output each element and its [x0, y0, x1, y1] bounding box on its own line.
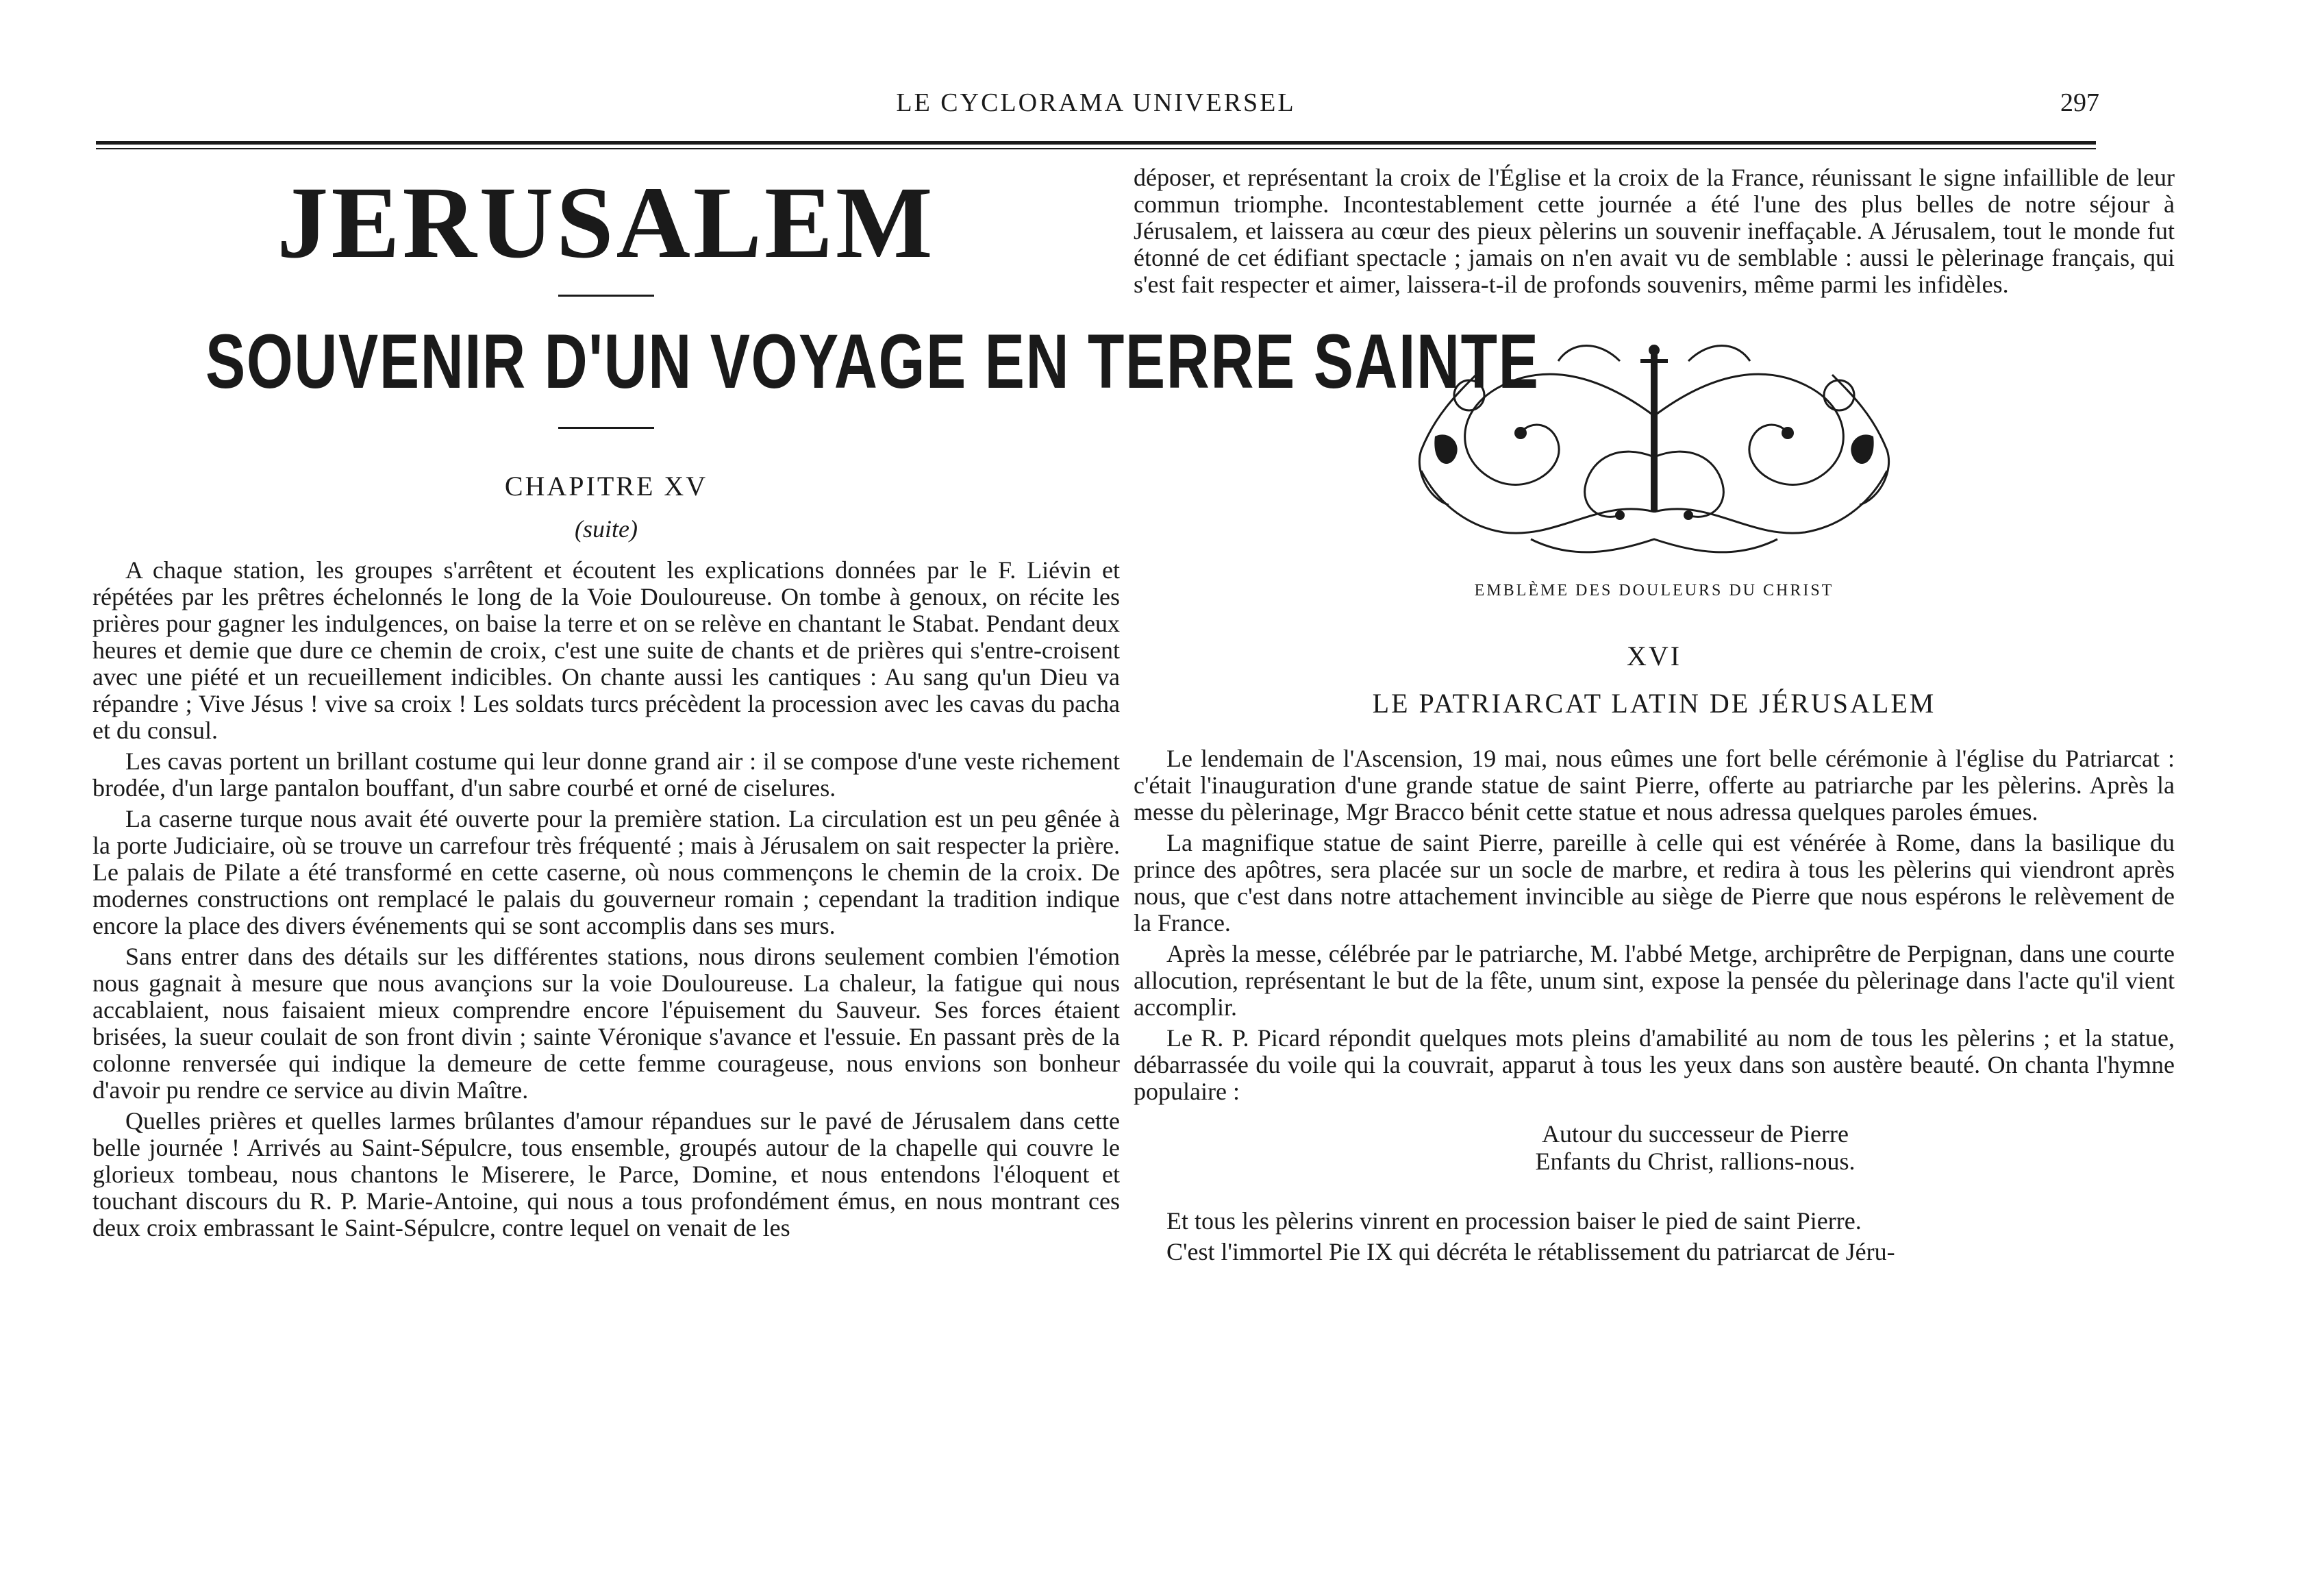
paragraph: Le R. P. Picard répondit quelques mots pleins d'amabilité au nom de tous les pèlerins ; et la statue, débarrassée du voile qui la couvrait, apparut à tous les yeux dans son austère beauté. On chanta l'hymne populaire :: [1134, 1024, 2175, 1105]
chapter-suite: (suite): [575, 515, 638, 543]
chapter-heading: CHAPITRE XV: [504, 471, 708, 502]
title-divider: [558, 295, 654, 297]
header-rule: [96, 141, 2096, 145]
article-title: JERUSALEM: [277, 166, 936, 280]
paragraph: Quelles prières et quelles larmes brûlantes d'amour répandues sur le pavé de Jérusalem dans cette belle journée ! Arrivés au Saint-Sépulcre, tous ensemble, groupés autour de la chapelle qui couvre le glorieux tombeau, nous chantons le Miserere, le Parce, Domine, et nous entendons l'éloquent et touchant discours du R. P. Marie-Antoine, qui nous a tous profondément émus, en nous montrant ces deux croix embrassant le Saint-Sépulcre, contre lequel on venait de les: [92, 1107, 1120, 1241]
article-subtitle: SOUVENIR D'UN VOYAGE EN TERRE SAINTE: [205, 319, 1540, 404]
right-column: [1134, 164, 2175, 1265]
header-rule-thin: [96, 148, 2096, 149]
paragraph: A chaque station, les groupes s'arrêtent et écoutent les explications données par le F. Liévin et répétées par les prêtres échelonnés le long de la Voie Douloureuse. On tombe à genoux, on récite les prières pour gagner les indulgences, on baise la terre et on se relève en chantant le Stabat. Pendant deux heures et demie que dure ce chemin de croix, c'est une suite de chants et de prières qui s'entre-croisent avec une piété et un recueillement indicibles. On chante aussi les cantiques : Au sang qu'un Dieu va répandre ; Vive Jésus ! vive sa croix ! Les soldats turcs précèdent la procession avec les cavas du pacha et du consul.: [92, 556, 1120, 744]
paragraph: Après la messe, célébrée par le patriarche, M. l'abbé Metge, archiprêtre de Perpignan, dans une courte allocution, représentant le but de la fête, unum sint, expose la pensée du pèlerinage dans l'acte qu'il vient accomplir.: [1134, 940, 2175, 1021]
paragraph: C'est l'immortel Pie IX qui décréta le rétablissement du patriarcat de Jéru-: [1166, 1238, 1895, 1265]
paragraph: Le lendemain de l'Ascension, 19 mai, nous eûmes une fort belle cérémonie à l'église du Patriarcat : c'était l'inauguration d'une grande statue de saint Pierre, offerte au patriarche par les pèlerins. Après la messe du pèlerinage, Mgr Bracco bénit cette statue et nous adressa quelques paroles émues.: [1134, 745, 2175, 826]
subtitle-divider: [558, 427, 654, 429]
running-head: [92, 88, 2099, 129]
paragraph: La caserne turque nous avait été ouverte pour la première station. La circulation est un peu gênée à la porte Judiciaire, où se trouve un carrefour très fréquenté ; mais à Jérusalem on sait respecter la prière. Le palais de Pilate a été transformé en cette caserne, où nous commençons le chemin de la croix. De modernes constructions ont remplacé le palais du gouverneur romain ; cependant la tradition indique encore la place des divers événements qui se sont accomplis dans ses murs.: [92, 805, 1120, 939]
paragraph: Les cavas portent un brillant costume qui leur donne grand air : il se compose d'une veste richement brodée, d'un large pantalon bouffant, d'un sabre courbé et orné de ciselures.: [92, 747, 1120, 802]
ornament-caption: EMBLÈME DES DOULEURS DU CHRIST: [1474, 582, 1834, 599]
running-title: LE CYCLORAMA UNIVERSEL: [896, 88, 1296, 117]
ornament-emblem-image: [1394, 334, 1914, 567]
hymn-verse: [1216, 1120, 2175, 1175]
page-number: 297: [2060, 88, 2099, 117]
verse-line: Autour du successeur de Pierre: [1542, 1120, 1849, 1148]
section-number: XVI: [1626, 641, 1682, 671]
paragraph: Et tous les pèlerins vinrent en procession baiser le pied de saint Pierre.: [1166, 1207, 1862, 1235]
verse-line: Enfants du Christ, rallions-nous.: [1535, 1148, 1856, 1175]
continuation-paragraph: déposer, et représentant la croix de l'Église et la croix de la France, réunissant le signe infaillible de leur commun triomphe. Incontestablement cette journée a été l'une des plus belles de notre séjour à Jérusalem, et laissera au cœur des pieux pèlerins un souvenir ineffaçable. A Jérusalem, tout le monde fut étonné de cet édifiant spectacle ; jamais on n'en avait vu de semblable : aussi le pèlerinage français, qui s'est fait respecter et aimer, laissera-t-il de profonds souvenirs, même parmi les infidèles.: [1134, 164, 2175, 298]
paragraph: Sans entrer dans des détails sur les différentes stations, nous dirons seulement combien l'émotion nous gagnait à mesure que nous avançions sur la voie Douloureuse. La chaleur, la fatigue qui nous accablaient, nous faisaient mieux comprendre encore l'épuisement du Sauveur. Ses forces étaient brisées, la sueur coulait de son front divin ; sainte Véronique s'avance et l'essuie. En passant près de la colonne renversée qui indique la demeure de cette femme courageuse, nous envions son bonheur d'avoir pu rendre ce service au divin Maître.: [92, 943, 1120, 1104]
paragraph: La magnifique statue de saint Pierre, pareille à celle qui est vénérée à Rome, dans la basilique du prince des apôtres, sera placée sur un socle de marbre, et redira à tous les pèlerins qui viendront après nous, que c'est dans notre attachement invincible au siège de Pierre que nous espérons le relèvement de la France.: [1134, 829, 2175, 937]
section-title: LE PATRIARCAT LATIN DE JÉRUSALEM: [1372, 688, 1936, 719]
